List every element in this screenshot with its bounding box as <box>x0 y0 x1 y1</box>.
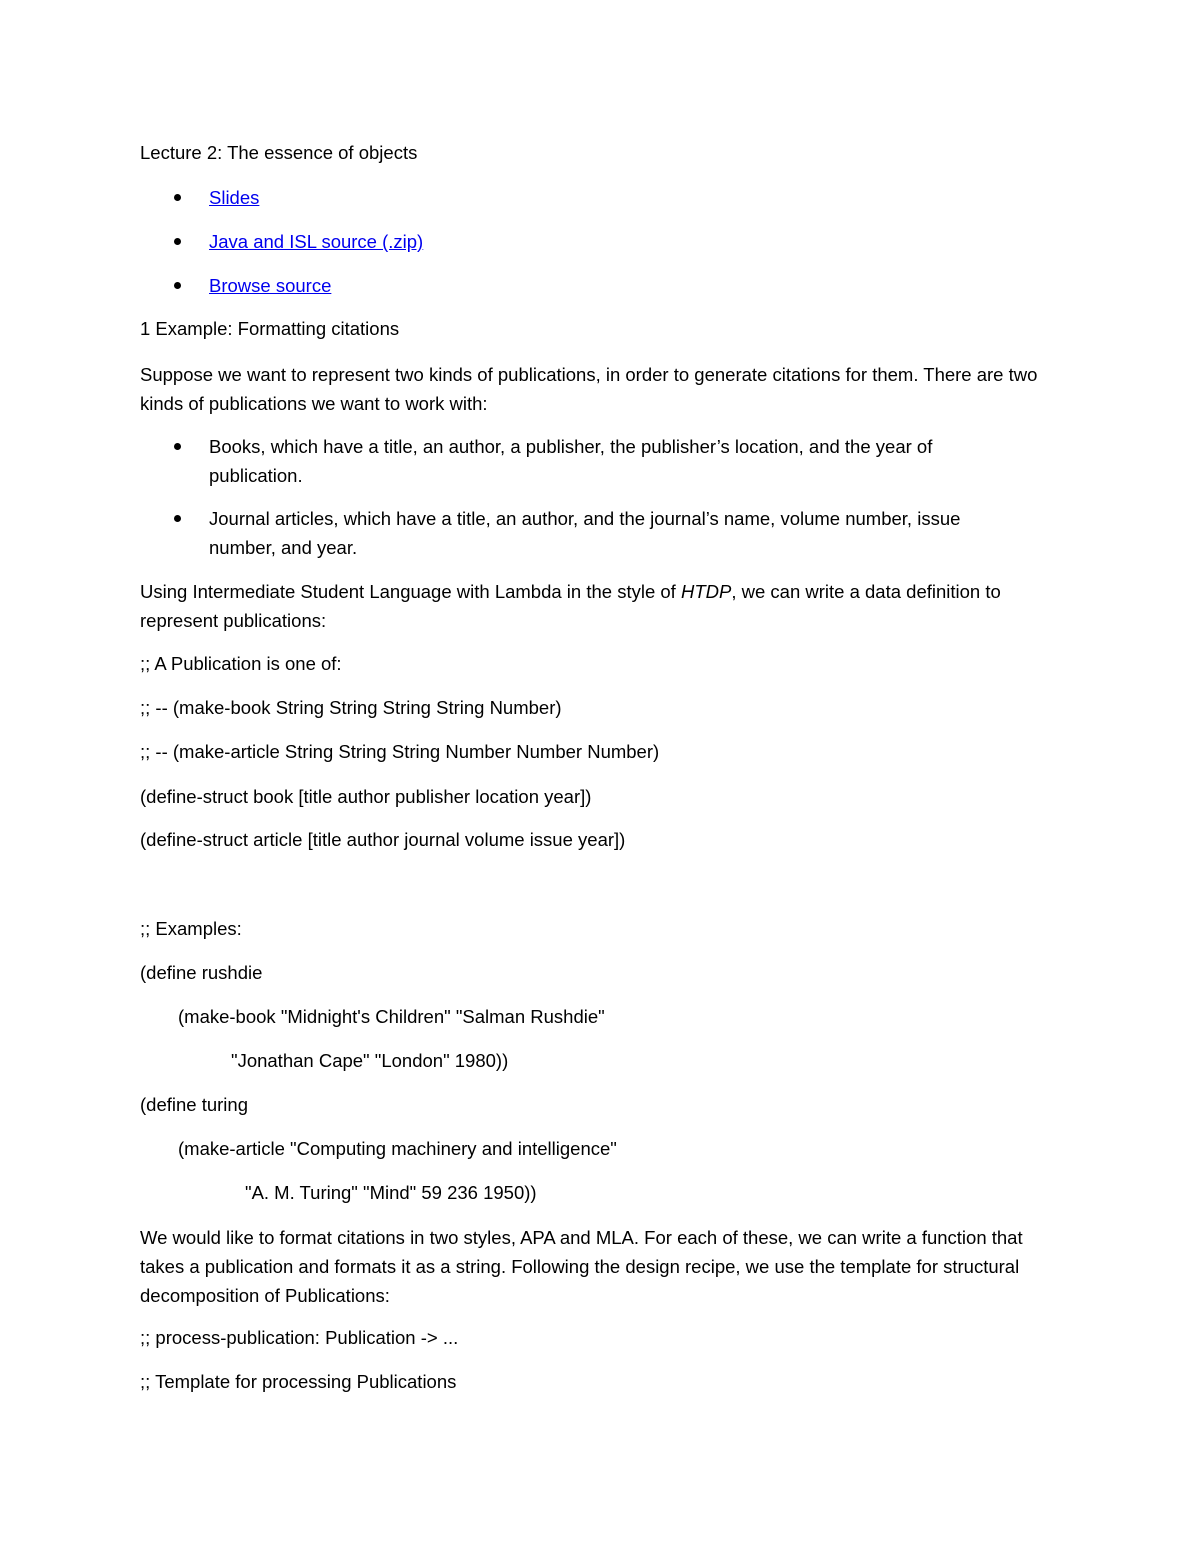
isl-paragraph-before: Using Intermediate Student Language with Lambda in the style of <box>140 581 681 602</box>
bullet-icon <box>174 443 181 450</box>
isl-paragraph-after: , we can write a data definition to represent publications: <box>140 581 1001 631</box>
code-line: (make-book "Midnight's Children" "Salman Rushdie" <box>178 1006 605 1027</box>
htdp-emphasis: HTDP <box>680 581 732 602</box>
code-line: "Jonathan Cape" "London" 1980)) <box>231 1050 509 1071</box>
code-line: (define turing <box>140 1094 248 1115</box>
code-line: (make-article "Computing machinery and intelligence" <box>178 1138 617 1159</box>
code-line: (define rushdie <box>140 962 263 983</box>
intro-paragraph: Suppose we want to represent two kinds of publications, in order to generate citations for them. There are two kinds of publications we want to work with: <box>140 364 1038 414</box>
isl-paragraph <box>140 577 1070 635</box>
bullet-icon <box>174 282 181 289</box>
source-zip-link[interactable]: Java and ISL source (.zip) <box>209 231 424 252</box>
code-line: ;; -- (make-book String String String String Number) <box>140 697 562 718</box>
bullet-icon <box>174 194 181 201</box>
code-line: (define-struct article [title author journal volume issue year]) <box>140 829 626 850</box>
browse-source-link[interactable]: Browse source <box>209 275 332 296</box>
code-line: ;; -- (make-article String String String Number Number Number) <box>140 741 660 762</box>
page-title: Lecture 2: The essence of objects <box>140 142 418 163</box>
bullet-icon <box>174 515 181 522</box>
slides-link[interactable]: Slides <box>209 187 260 208</box>
list-item <box>209 227 1069 256</box>
format-paragraph: We would like to format citations in two styles, APA and MLA. For each of these, we can write a function that takes a publication and formats it as a string. Following the design recipe, we use the template for structural decomposition of Publications: <box>140 1227 1023 1306</box>
list-item-articles: Journal articles, which have a title, an author, and the journal’s name, volume number, issue number, and year. <box>209 508 961 558</box>
code-line: ;; process-publication: Publication -> ... <box>140 1327 459 1348</box>
list-item <box>209 271 1069 300</box>
examples-heading: ;; Examples: <box>140 918 242 939</box>
code-line: ;; Template for processing Publications <box>140 1371 457 1392</box>
list-item <box>209 183 1069 212</box>
code-line: "A. M. Turing" "Mind" 59 236 1950)) <box>245 1182 537 1203</box>
code-line: (define-struct book [title author publisher location year]) <box>140 786 592 807</box>
code-line: ;; A Publication is one of: <box>140 653 342 674</box>
section-heading: 1 Example: Formatting citations <box>140 318 400 339</box>
list-item-books: Books, which have a title, an author, a publisher, the publisher’s location, and the year of publication. <box>209 436 933 486</box>
bullet-icon <box>174 238 181 245</box>
